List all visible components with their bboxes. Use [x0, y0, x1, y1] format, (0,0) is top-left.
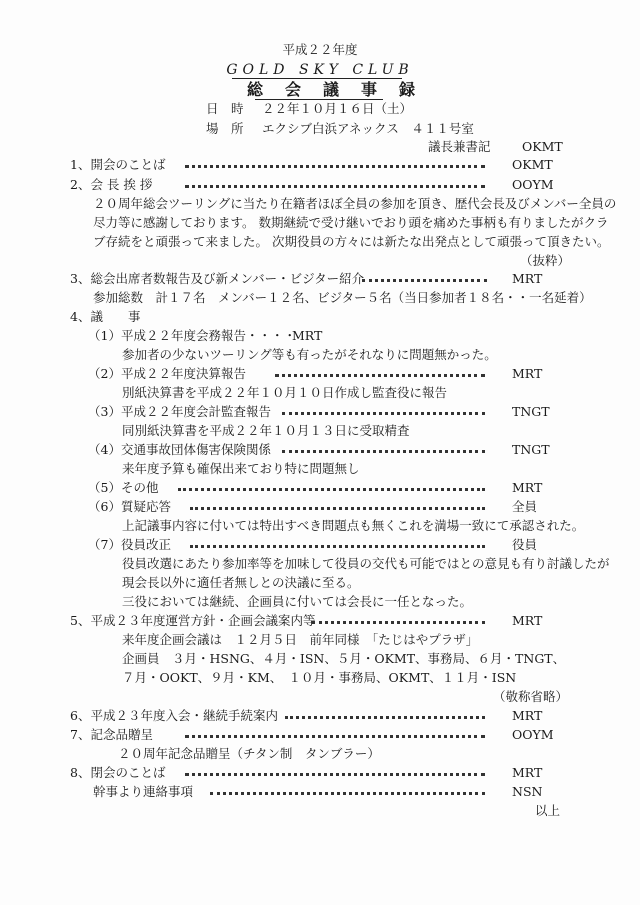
item-4-3-detail: 同別紙決算書を平成２２年１０月１３日に受取精査: [122, 423, 410, 438]
item-4-6-detail: 上記議事内容に付いては特出すべき問題点も無くこれを満場一致にて承認された。: [122, 518, 585, 533]
place-label: 場 所: [206, 121, 244, 136]
chair-value: OKMT: [522, 139, 563, 154]
document-title: 総会議事録: [246, 80, 437, 99]
item-4-title: 4、議 事: [70, 309, 141, 324]
leader-dots: [185, 735, 485, 738]
chair-label: 議長兼書記: [428, 139, 491, 154]
item-2-text-line-2: 尽力等に感謝しております。 数期継続で受け継いでおり頭を痛めた事柄も有りましたがクラ: [93, 215, 609, 230]
item-5-speaker: MRT: [512, 613, 543, 628]
item-8-title: 8、閉会のことば: [70, 765, 166, 780]
item-4-1-title: （1）平成２２年度会務報告・・・・: [88, 328, 296, 343]
item-6-title: 6、平成２３年度入会・継続手続案内: [70, 708, 278, 723]
item-4-3-speaker: TNGT: [512, 404, 550, 419]
item-5-text-line-1: 来年度企画会議は １２月５日 前年同様 「たじはやプラザ」: [122, 632, 479, 647]
item-4-5-speaker: MRT: [512, 480, 543, 495]
item-4-7-text-line-3: 三役においては継続、企画員に付いては会長に一任となった。: [122, 594, 473, 609]
item-4-2-speaker: MRT: [512, 366, 543, 381]
item-4-7-text-line-1: 役員改選にあたり参加率等を加味して役員の交代も可能ではとの意見も有り討議したが: [122, 556, 610, 571]
club-name-underline: [232, 78, 402, 79]
item-5-note: （敬称省略）: [493, 689, 569, 704]
item-5-title: 5、平成２３年度運営方針・企画会議案内等: [70, 613, 316, 628]
item-2-title: 2、会 長 挨 拶: [70, 177, 153, 192]
item-4-5-title: （5）その他: [88, 480, 159, 495]
fiscal-year-label: 平成２２年度: [282, 42, 358, 57]
item-2-note: （抜粋）: [520, 253, 571, 268]
leader-dots: [282, 450, 485, 453]
item-4-7-title: （7）役員改正: [88, 537, 171, 552]
item-4-2-detail: 別紙決算書を平成２２年１０月１０日作成し監査役に報告: [122, 385, 448, 400]
item-4-1-detail: 参加者の少ないツーリング等も有ったがそれなりに問題無かった。: [122, 347, 497, 362]
leader-dots: [185, 773, 485, 776]
leader-dots: [282, 412, 485, 415]
item-1-speaker: OKMT: [512, 157, 553, 172]
item-4-4-speaker: TNGT: [512, 442, 550, 457]
item-4-7-speaker: 役員: [512, 537, 538, 552]
place-value: エクシブ白浜アネックス ４１１号室: [262, 121, 474, 136]
item-4-7-text-line-2: 現会長以外に適任者無しとの決議に至る。: [122, 575, 360, 590]
date-label: 日 時: [206, 101, 244, 116]
item-1-title: 1、開会のことば: [70, 157, 166, 172]
leader-dots: [362, 279, 487, 282]
leader-dots: [275, 374, 485, 377]
item-4-3-title: （3）平成２２年度会計監査報告: [88, 404, 271, 419]
item-4-4-detail: 来年度予算も確保出来ており特に問題無し: [122, 461, 360, 476]
item-4-2-title: （2）平成２２年度決算報告: [88, 366, 246, 381]
item-3-speaker: MRT: [512, 271, 543, 286]
item-7-speaker: OOYM: [512, 727, 554, 742]
item-3-detail: 参加総数 計１７名 メンバー１２名、ビジター５名（当日参加者１８名・・一名延着）: [93, 290, 592, 305]
leader-dots: [210, 792, 485, 795]
item-2-text-line-1: ２０周年総会ツーリングに当たり在籍者ほぼ全員の参加を頂き、歴代会長及びメンバー全員の: [93, 196, 617, 211]
item-4-1-speaker: MRT: [292, 328, 323, 343]
item-5-text-line-2: 企画員 ３月・HSNG、４月・ISN、５月・OKMT、事務局、６月・TNGT、: [122, 651, 566, 666]
item-4-4-title: （4）交通事故団体傷害保険関係: [88, 442, 271, 457]
date-value: ２２年１０月１６日（土）: [262, 101, 413, 116]
item-2-speaker: OOYM: [512, 177, 554, 192]
item-7-detail: ２０周年記念品贈呈（チタン制 タンブラー）: [118, 746, 380, 761]
leader-dots: [190, 507, 485, 510]
closing-mark: 以上: [535, 803, 561, 818]
leader-dots: [185, 185, 485, 188]
contact-speaker: NSN: [512, 784, 543, 799]
leader-dots: [190, 545, 485, 548]
document-title-underline: [255, 99, 383, 100]
item-2-text-line-3: ブ存続をと頑張って来ました。 次期役員の方々には新たな出発点として頑張って頂きたい。: [93, 234, 610, 249]
item-8-speaker: MRT: [512, 765, 543, 780]
contact-title: 幹事より連絡事項: [93, 784, 194, 799]
leader-dots: [312, 621, 485, 624]
club-name: GOLD SKY CLUB: [226, 62, 414, 78]
item-4-6-speaker: 全員: [512, 499, 538, 514]
item-3-title: 3、総会出席者数報告及び新メンバー・ビジター紹介: [70, 271, 365, 286]
item-6-speaker: MRT: [512, 708, 543, 723]
leader-dots: [178, 488, 485, 491]
leader-dots: [285, 716, 485, 719]
item-7-title: 7、記念品贈呈: [70, 727, 153, 742]
item-4-6-title: （6）質疑応答: [88, 499, 171, 514]
item-5-text-line-3: ７月・OOKT、９月・KM、 １０月・事務局、OKMT、１１月・ISN: [122, 670, 517, 685]
leader-dots: [185, 165, 485, 168]
